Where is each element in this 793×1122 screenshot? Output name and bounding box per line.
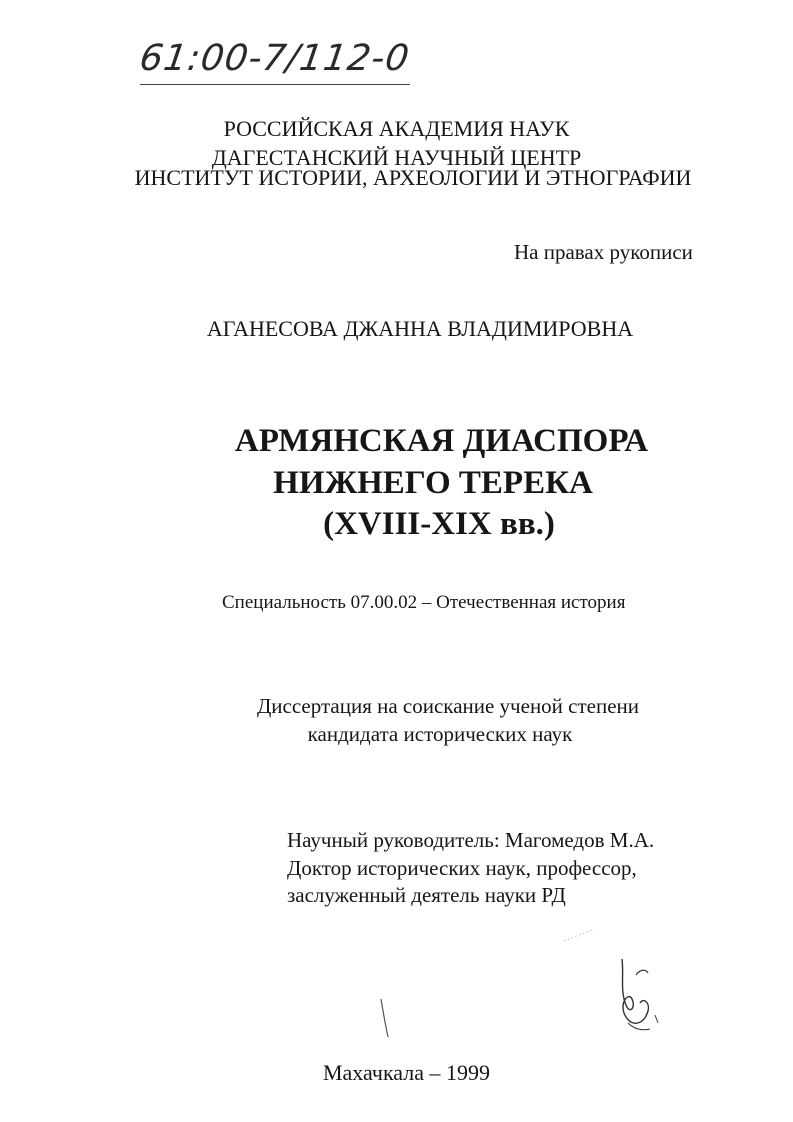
organization-line-2: ДАГЕСТАНСКИЙ НАУЧНЫЙ ЦЕНТР bbox=[211, 145, 582, 170]
title-line-3: (XVIII-XIX вв.) bbox=[323, 506, 555, 542]
faint-stroke-icon bbox=[560, 925, 600, 945]
dissertation-line-1: Диссертация на соискание ученой степени bbox=[256, 694, 640, 718]
organization-line-1: РОССИЙСКАЯ АКАДЕМИЯ НАУК bbox=[223, 116, 570, 141]
handwritten-catalog-number: 61:00-7/112-0 bbox=[137, 38, 413, 79]
specialty-line: Специальность 07.00.02 – Отечественная история bbox=[222, 592, 626, 613]
advisor-line-1: Научный руководитель: Магомедов М.А. bbox=[287, 828, 655, 852]
author-name: АГАНЕСОВА ДЖАННА ВЛАДИМИРОВНА bbox=[206, 316, 634, 341]
dissertation-line-2: кандидата исторических наук bbox=[307, 722, 573, 746]
handwritten-underline bbox=[140, 84, 410, 85]
signature-icon bbox=[600, 945, 680, 1045]
title-line-2: НИЖНЕГО ТЕРЕКА bbox=[273, 465, 593, 501]
pen-stroke-icon bbox=[375, 995, 395, 1045]
rights-note: На правах рукописи bbox=[514, 240, 693, 264]
advisor-line-3: заслуженный деятель науки РД bbox=[287, 883, 566, 907]
city-year: Махачкала – 1999 bbox=[322, 1060, 491, 1085]
title-line-1: АРМЯНСКАЯ ДИАСПОРА bbox=[234, 423, 649, 459]
advisor-line-2: Доктор исторических наук, профессор, bbox=[287, 856, 637, 880]
organization-line-3: ИНСТИТУТ ИСТОРИИ, АРХЕОЛОГИИ И ЭТНОГРАФИИ bbox=[134, 165, 692, 190]
